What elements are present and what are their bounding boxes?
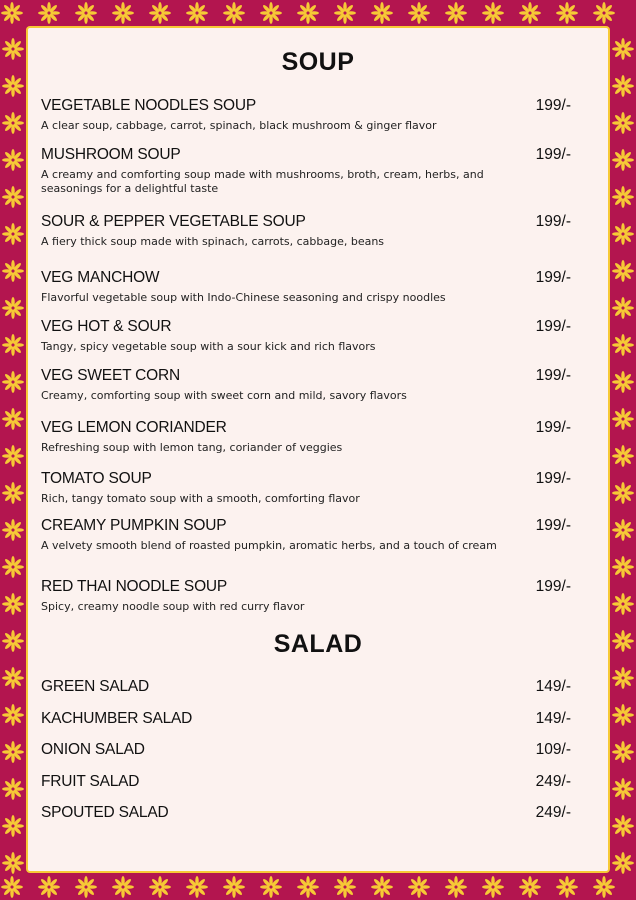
item-name: GREEN SALAD (41, 678, 150, 695)
flower-ornament (223, 876, 245, 898)
flower-ornament (2, 704, 24, 726)
flower-ornament (612, 445, 634, 467)
item-description: Refreshing soup with lemon tang, coriander of veggies (41, 441, 343, 454)
flower-ornament (593, 2, 615, 24)
item-price: 199/- (535, 146, 571, 163)
soup-item (41, 97, 581, 133)
flower-ornament (260, 2, 282, 24)
item-description: A velvety smooth blend of roasted pumpkin, aromatic herbs, and a touch of cream (41, 539, 497, 552)
flower-ornament (2, 371, 24, 393)
soup-item (41, 578, 581, 614)
flower-ornament (112, 2, 134, 24)
flower-ornament (445, 876, 467, 898)
flower-ornament (260, 876, 282, 898)
flower-ornament (38, 2, 60, 24)
flower-ornament (408, 2, 430, 24)
flower-ornament (612, 223, 634, 245)
soup-item (41, 470, 581, 506)
flower-ornament (556, 2, 578, 24)
item-name: SPOUTED SALAD (41, 804, 169, 821)
flower-ornament (612, 260, 634, 282)
flower-ornament (2, 445, 24, 467)
flower-ornament (612, 334, 634, 356)
flower-ornament (482, 876, 504, 898)
flower-ornament (186, 2, 208, 24)
item-name: RED THAI NOODLE SOUP (41, 578, 228, 595)
flower-ornament (612, 852, 634, 874)
flower-ornament (334, 2, 356, 24)
item-description: Flavorful vegetable soup with Indo-Chinese seasoning and crispy noodles (41, 291, 446, 304)
soup-item (41, 318, 581, 354)
flower-ornament (2, 778, 24, 800)
soup-item (41, 213, 581, 249)
item-price: 199/- (535, 318, 571, 335)
soup-item (41, 419, 581, 455)
item-description: A clear soup, cabbage, carrot, spinach, black mushroom & ginger flavor (41, 119, 437, 132)
item-name: KACHUMBER SALAD (41, 710, 193, 727)
item-name: VEGETABLE NOODLES SOUP (41, 97, 256, 114)
item-description: A creamy and comforting soup made with mushrooms, broth, cream, herbs, and seasonings for a delightful taste (41, 168, 484, 195)
item-name: CREAMY PUMPKIN SOUP (41, 517, 227, 534)
item-price: 199/- (535, 269, 571, 286)
flower-ornament (612, 778, 634, 800)
item-name: TOMATO SOUP (41, 470, 152, 487)
flower-ornament (149, 876, 171, 898)
flower-ornament (2, 112, 24, 134)
flower-ornament (2, 815, 24, 837)
item-description: Rich, tangy tomato soup with a smooth, comforting flavor (41, 492, 360, 505)
flower-ornament (556, 876, 578, 898)
flower-ornament (2, 223, 24, 245)
flower-ornament (445, 2, 467, 24)
flower-ornament (2, 297, 24, 319)
item-description: A fiery thick soup made with spinach, carrots, cabbage, beans (41, 235, 385, 248)
flower-ornament (2, 334, 24, 356)
item-price: 199/- (535, 367, 571, 384)
item-price: 199/- (535, 97, 571, 114)
flower-ornament (75, 876, 97, 898)
flower-ornament (408, 876, 430, 898)
flower-ornament (371, 2, 393, 24)
item-name: MUSHROOM SOUP (41, 146, 181, 163)
flower-ornament (612, 149, 634, 171)
flower-ornament (38, 876, 60, 898)
flower-ornament (612, 408, 634, 430)
flower-ornament (2, 482, 24, 504)
flower-ornament (612, 112, 634, 134)
flower-ornament (371, 876, 393, 898)
item-name: ONION SALAD (41, 741, 145, 758)
item-price: 199/- (535, 213, 571, 230)
flower-ornament (612, 556, 634, 578)
flower-ornament (112, 876, 134, 898)
item-name: VEG HOT & SOUR (41, 318, 172, 335)
flower-ornament (2, 519, 24, 541)
item-price: 149/- (535, 710, 571, 727)
item-price: 199/- (535, 517, 571, 534)
flower-ornament (75, 2, 97, 24)
item-description: Creamy, comforting soup with sweet corn and mild, savory flavors (41, 389, 407, 402)
soup-item (41, 367, 581, 403)
flower-ornament (482, 2, 504, 24)
item-description: Tangy, spicy vegetable soup with a sour kick and rich flavors (41, 340, 376, 353)
flower-ornament (297, 2, 319, 24)
flower-ornament (612, 593, 634, 615)
salad-section-title: SALAD (0, 630, 636, 659)
item-price: 199/- (535, 470, 571, 487)
soup-section-title: SOUP (0, 48, 636, 77)
flower-ornament (519, 2, 541, 24)
item-price: 199/- (535, 419, 571, 436)
item-price: 249/- (535, 804, 571, 821)
flower-ornament (612, 297, 634, 319)
flower-ornament (2, 741, 24, 763)
flower-ornament (612, 482, 634, 504)
flower-ornament (612, 704, 634, 726)
flower-ornament (612, 75, 634, 97)
item-description: Spicy, creamy noodle soup with red curry flavor (41, 600, 305, 613)
flower-ornament (334, 876, 356, 898)
flower-ornament (612, 741, 634, 763)
soup-item (41, 146, 581, 196)
flower-ornament (149, 2, 171, 24)
flower-ornament (2, 186, 24, 208)
flower-ornament (593, 876, 615, 898)
flower-ornament (2, 593, 24, 615)
soup-item (41, 269, 581, 305)
flower-ornament (2, 260, 24, 282)
flower-ornament (2, 75, 24, 97)
flower-ornament (612, 371, 634, 393)
item-name: SOUR & PEPPER VEGETABLE SOUP (41, 213, 306, 230)
flower-ornament (2, 556, 24, 578)
flower-ornament (2, 852, 24, 874)
flower-ornament (1, 2, 23, 24)
flower-ornament (297, 876, 319, 898)
flower-ornament (612, 186, 634, 208)
flower-ornament (519, 876, 541, 898)
item-price: 199/- (535, 578, 571, 595)
flower-ornament (2, 408, 24, 430)
salad-item (41, 804, 581, 822)
item-price: 249/- (535, 773, 571, 790)
salad-item (41, 741, 581, 759)
item-name: VEG SWEET CORN (41, 367, 181, 384)
flower-ornament (2, 149, 24, 171)
salad-item (41, 773, 581, 791)
flower-ornament (223, 2, 245, 24)
item-name: VEG LEMON CORIANDER (41, 419, 227, 436)
flower-ornament (186, 876, 208, 898)
flower-ornament (612, 667, 634, 689)
item-price: 109/- (535, 741, 571, 758)
flower-ornament (612, 519, 634, 541)
salad-item (41, 678, 581, 696)
flower-ornament (2, 667, 24, 689)
salad-item (41, 710, 581, 728)
soup-item (41, 517, 581, 553)
item-price: 149/- (535, 678, 571, 695)
flower-ornament (1, 876, 23, 898)
item-name: VEG MANCHOW (41, 269, 160, 286)
item-name: FRUIT SALAD (41, 773, 140, 790)
flower-ornament (612, 815, 634, 837)
